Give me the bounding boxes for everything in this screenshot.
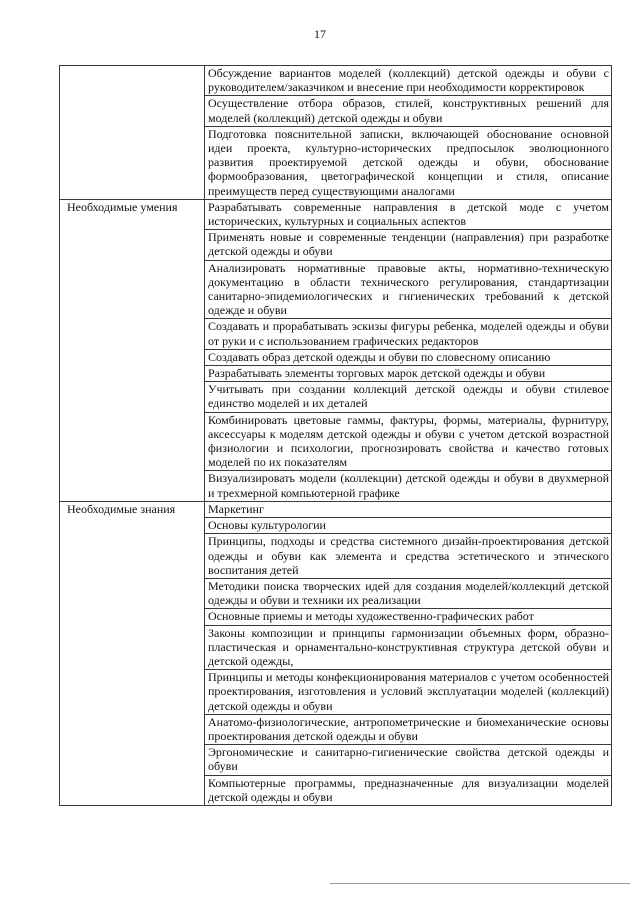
category-cell-continued — [60, 382, 205, 412]
item-cell — [205, 609, 612, 625]
requirements-table-body — [60, 66, 612, 806]
table-row — [60, 366, 612, 382]
item-cell — [205, 412, 612, 471]
table-row — [60, 745, 612, 775]
category-cell-continued — [60, 230, 205, 260]
item-text: Создавать и прорабатывать эскизы фигуры ребенка, моделей одежды и обуви от руки и с использованием графических редакторов — [208, 319, 609, 348]
item-cell — [205, 382, 612, 412]
table-row — [60, 349, 612, 365]
category-cell-continued — [60, 471, 205, 501]
page-bottom-rule — [330, 883, 630, 884]
item-cell — [205, 349, 612, 365]
category-cell — [60, 501, 205, 517]
table-row — [60, 260, 612, 319]
category-cell — [60, 199, 205, 229]
item-text: Визуализировать модели (коллекции) детской одежды и обуви в двухмерной и трехмерной компьютерной графике — [208, 471, 609, 500]
item-cell — [205, 230, 612, 260]
category-label: Необходимые знания — [67, 501, 176, 516]
item-cell — [205, 199, 612, 229]
category-cell-continued — [60, 319, 205, 349]
table-row — [60, 670, 612, 715]
category-cell-continued — [60, 775, 205, 805]
category-cell-continued — [60, 578, 205, 608]
item-text: Учитывать при создании коллекций детской одежды и обуви стилевое единство моделей и их деталей — [208, 382, 609, 411]
table-row — [60, 775, 612, 805]
item-cell — [205, 96, 612, 126]
requirements-table — [59, 65, 612, 806]
category-cell-continued — [60, 670, 205, 715]
item-text: Принципы, подходы и средства системного дизайн-проектирования детской одежды и обуви как элемента и средства эстетического и этического воспитания детей — [208, 534, 609, 577]
category-cell-continued — [60, 366, 205, 382]
item-text: Маркетинг — [208, 501, 264, 516]
table-row — [60, 126, 612, 199]
item-cell — [205, 578, 612, 608]
item-text: Анализировать нормативные правовые акты, нормативно-техническую документацию в области технического регулирования, стандартизации санитарно-эпидемиологических и гигиенических требований к детской одежде и обуви — [208, 260, 609, 318]
category-label: Необходимые умения — [67, 199, 178, 214]
category-cell-continued — [60, 534, 205, 579]
page-number: 17 — [314, 27, 326, 41]
item-text: Анатомо-физиологические, антропометрические и биомеханические основы проектирования детской одежды и обуви — [208, 714, 609, 743]
item-text: Создавать образ детской одежды и обуви по словесному описанию — [208, 349, 551, 364]
item-text: Подготовка пояснительной записки, включающей обоснование основной идеи проекта, культурно-исторических предпосылок эволюционного развития проектируемой детской одежды и обуви, обоснование формообразования, цветографической концепции и стиля, описание преимуществ перед существующими аналогами — [208, 126, 609, 198]
item-cell — [205, 518, 612, 534]
item-text: Компьютерные программы, предназначенные для визуализации моделей детской одежды и обуви — [208, 775, 609, 804]
table-row — [60, 471, 612, 501]
item-cell — [205, 670, 612, 715]
table-row — [60, 319, 612, 349]
category-cell-continued — [60, 609, 205, 625]
item-text: Принципы и методы конфекционирования материалов с учетом особенностей проектирования, изготовления и условий эксплуатации моделей (коллекций) детской одежды и обуви — [208, 670, 609, 713]
category-cell-continued — [60, 260, 205, 319]
table-row — [60, 534, 612, 579]
table-row — [60, 230, 612, 260]
item-text: Обсуждение вариантов моделей (коллекций) детской одежды и обуви с руководителем/заказчиком и внесение при необходимости корректировок — [208, 66, 609, 95]
item-text: Законы композиции и принципы гармонизации объемных форм, образно-пластическая и орнаментально-конструктивная структура детской обуви и детской одежды, — [208, 625, 609, 668]
item-text: Методики поиска творческих идей для создания моделей/коллекций детской одежды и обуви и техники их реализации — [208, 578, 609, 608]
category-cell-continued — [60, 518, 205, 534]
table-row — [60, 66, 612, 96]
item-cell — [205, 66, 612, 96]
table-row — [60, 412, 612, 471]
item-cell — [205, 501, 612, 517]
table-row — [60, 501, 612, 517]
category-cell-continued — [60, 745, 205, 775]
item-text: Комбинировать цветовые гаммы, фактуры, формы, материалы, фурнитуру, аксессуары к моделям детской одежды и обуви с учетом детской возрастной физиологии и психологии, прогнозировать свойства и качество готовых моделей по их показателям — [208, 412, 609, 470]
category-cell-continued — [60, 714, 205, 744]
item-cell — [205, 471, 612, 501]
item-cell — [205, 319, 612, 349]
table-row — [60, 625, 612, 670]
item-cell — [205, 714, 612, 744]
item-text: Основы культурологии — [208, 518, 326, 533]
item-text: Эргономические и санитарно-гигиенические свойства детской одежды и обуви — [208, 745, 609, 774]
category-cell-continued — [60, 96, 205, 126]
item-text: Разрабатывать элементы торговых марок детской одежды и обуви — [208, 366, 546, 381]
item-cell — [205, 625, 612, 670]
table-row — [60, 609, 612, 625]
table-row — [60, 199, 612, 229]
table-row — [60, 518, 612, 534]
item-cell — [205, 534, 612, 579]
category-cell-continued — [60, 349, 205, 365]
table-row — [60, 382, 612, 412]
item-text: Основные приемы и методы художественно-графических работ — [208, 609, 534, 624]
table-row — [60, 578, 612, 608]
category-cell-continued — [60, 625, 205, 670]
item-cell — [205, 366, 612, 382]
table-row — [60, 96, 612, 126]
category-cell — [60, 66, 205, 96]
item-cell — [205, 745, 612, 775]
item-cell — [205, 775, 612, 805]
table-row — [60, 714, 612, 744]
item-text: Применять новые и современные тенденции (направления) при разработке детской одежды и обуви — [208, 230, 609, 259]
category-cell-continued — [60, 126, 205, 199]
item-text: Разрабатывать современные направления в детской моде с учетом исторических, культурных и социальных аспектов — [208, 199, 609, 229]
item-text: Осуществление отбора образов, стилей, конструктивных решений для моделей (коллекций) детской одежды и обуви — [208, 96, 609, 125]
item-cell — [205, 126, 612, 199]
item-cell — [205, 260, 612, 319]
category-cell-continued — [60, 412, 205, 471]
